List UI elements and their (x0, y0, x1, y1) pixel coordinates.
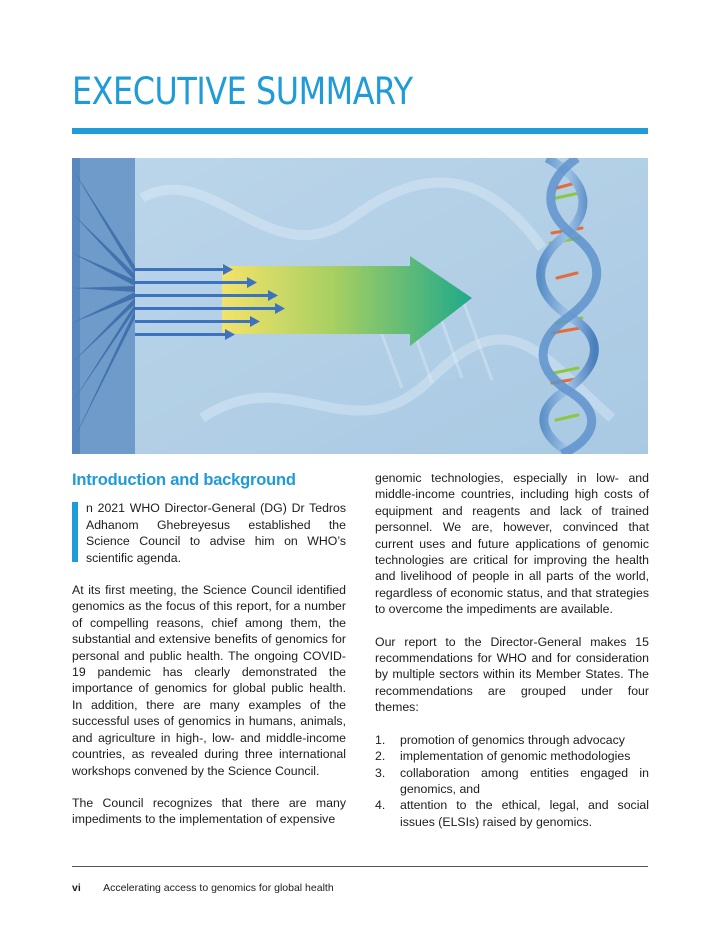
intro-paragraph-1-text: n 2021 WHO Director-General (DG) Dr Tedros Adhanom Ghebreyesus established the Science Council to advise him on WHO’s scientific agenda. (86, 501, 346, 565)
page-footer (72, 882, 334, 894)
left-column (72, 470, 346, 828)
list-item: 4. attention to the ethical, legal, and social issues (ELSIs) raised by genomics. (375, 798, 649, 829)
page-title: EXECUTIVE SUMMARY (72, 70, 413, 113)
intro-paragraph-2: At its first meeting, the Science Council identified genomics as the focus of this report, for a number of compelling reasons, chief among them, the substantial and extensive benefits of genomics for personal and public health. The ongoing COVID-19 pandemic has clearly demonstrated the importance of genomics for global public health. In addition, there are many examples of the successful uses of genomics in humans, animals, and agriculture in high-, low- and middle-income countries, as revealed during three international workshops convened by the Science Council. (72, 583, 346, 778)
footer-divider (72, 866, 648, 867)
list-item: 3. collaboration among entities engaged in genomics, and (375, 765, 649, 796)
dna-arrow-illustration-icon (72, 158, 648, 454)
page-number: vi (72, 882, 81, 894)
right-column (375, 470, 649, 830)
running-title: Accelerating access to genomics for global health (103, 882, 334, 894)
dropcap-bar (72, 502, 78, 562)
intro-paragraph-1 (72, 500, 346, 566)
intro-paragraph-3: The Council recognizes that there are many impediments to the implementation of expensive (72, 795, 346, 827)
list-item: 2. implementation of genomic methodologies (375, 749, 631, 764)
hero-illustration (72, 158, 648, 454)
section-heading: Introduction and background (72, 471, 296, 489)
list-item: 1. promotion of genomics through advocacy (375, 732, 625, 747)
right-paragraph-2: Our report to the Director-General makes 15 recommendations for WHO and for consideration by multiple sectors within its Member States. The recommendations are grouped under four themes: (375, 634, 649, 715)
title-underline (72, 128, 648, 134)
themes-list (375, 732, 649, 830)
right-paragraph-1: genomic technologies, especially in low- and middle-income countries, including high costs of equipment and reagents and lack of trained personnel. We are, however, convinced that current uses and future applications of genomic technologies are critical for improving the health and livelihood of people in all parts of the world, regardless of economic status, and that strategies to overcome the impediments are available. (375, 471, 649, 617)
